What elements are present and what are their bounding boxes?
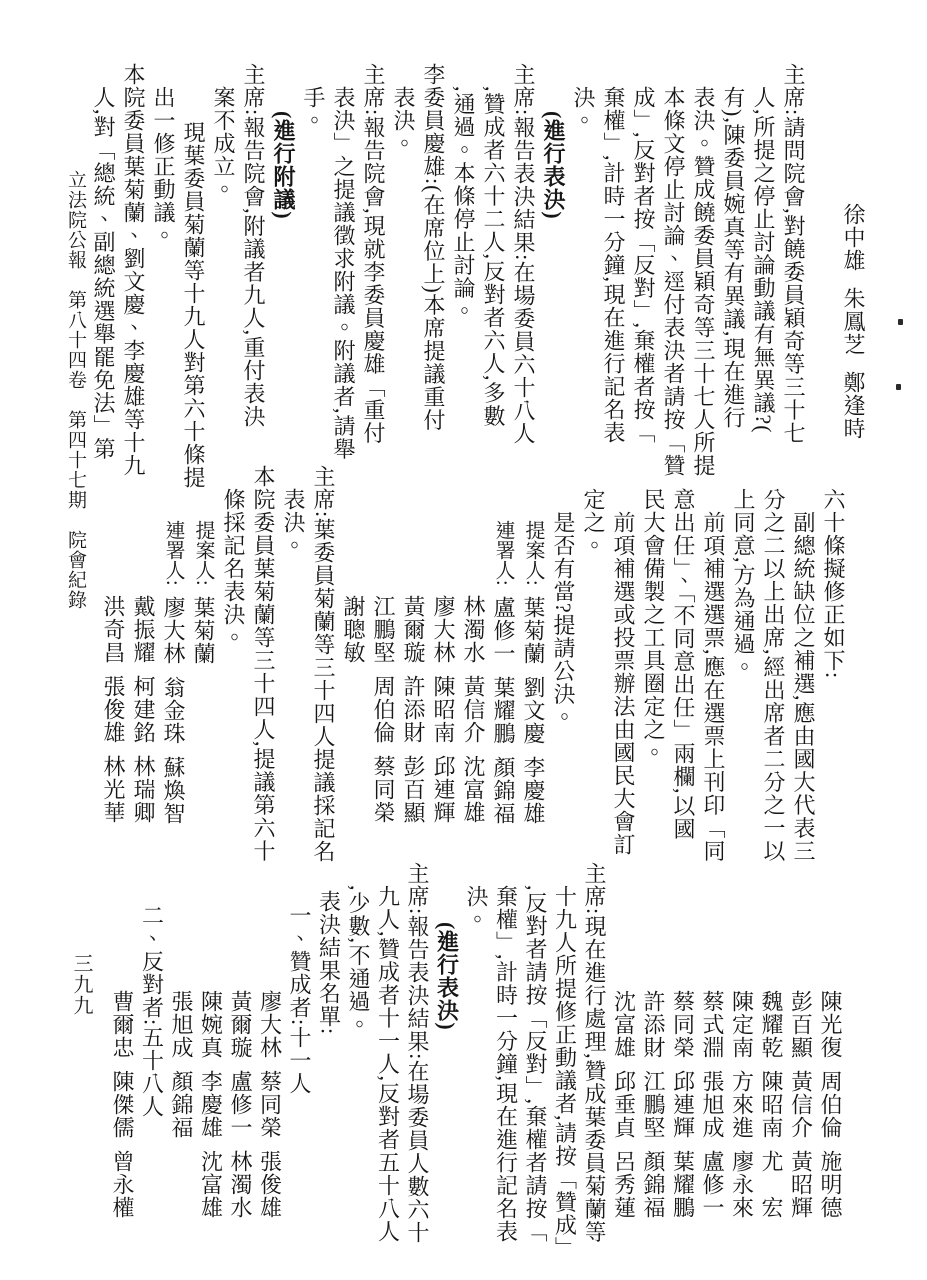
name-column — [727, 862, 757, 1280]
legislator-name: 蔡同榮 — [371, 755, 396, 824]
legislator-name: 洪奇昌 — [101, 595, 126, 664]
text-column: 副總統缺位之補選,應由國大代表三 — [791, 511, 816, 863]
text-column: 主席:葉委員菊蘭等三十四人提議採記名 — [311, 465, 336, 864]
name-column — [167, 862, 197, 1280]
list-role-label: 提案人: — [522, 520, 544, 586]
legislator-name: 謝聰敏 — [341, 595, 366, 664]
text-column: 九人,贊成者十一人,反對者五十八人 — [375, 885, 401, 1243]
text-column: 前項補選選票,應在選票上刊印「同 — [701, 511, 726, 863]
scan-speck — [896, 384, 901, 390]
name-column — [226, 862, 256, 1280]
text-column: 分之二以上出席,經出席者二分之一以 — [761, 488, 786, 863]
name-column — [128, 465, 158, 895]
legislator-name: 張俊雄 — [257, 1150, 283, 1219]
list-role-label: 連署人: — [492, 520, 514, 586]
legislator-name: 廖大林 — [161, 596, 186, 665]
legislator-name: 彭百顯 — [401, 755, 426, 824]
legislator-name: 黃爾璇 — [228, 990, 253, 1059]
text-column: 定之。 — [581, 488, 606, 557]
legislator-name: 李慶雄 — [521, 756, 546, 825]
scan-speck — [898, 319, 903, 325]
text-column: 人,所提之停止討論動議有無異議?( — [751, 86, 776, 434]
name-column — [428, 465, 458, 895]
text-column: 人,對「總統、副總統選舉罷免法」第 — [91, 86, 116, 461]
legislator-name: 魏耀乾 — [759, 990, 784, 1059]
name-column — [786, 862, 816, 1280]
name-column — [458, 465, 488, 895]
section-heading: (進行表決) — [434, 922, 460, 1031]
legislator-name: 江鵬堅 — [371, 595, 396, 664]
legislator-name: 方來進 — [729, 1070, 755, 1139]
legislator-name: 邱連輝 — [670, 1070, 696, 1139]
name-column — [255, 862, 285, 1280]
text-band-top — [88, 63, 868, 495]
legislator-name: 邱連輝 — [431, 755, 456, 824]
text-column: 決。 — [571, 86, 596, 132]
text-column: 表決。 — [391, 86, 416, 155]
legislator-name: 張旭成 — [169, 990, 194, 1059]
text-column: 李委員慶雄:(在席位上)本席提議重付 — [421, 63, 446, 432]
name-column — [838, 63, 868, 495]
text-column: 上同意,方為通過。 — [731, 488, 756, 679]
legislator-name: 江鵬堅 — [641, 1070, 666, 1139]
name-column — [668, 862, 698, 1280]
text-band-bottom — [108, 862, 846, 1280]
legislator-name: 鄭逢時 — [841, 371, 866, 440]
name-column — [518, 465, 548, 895]
legislator-name: 蘇煥智 — [161, 756, 186, 825]
name-column — [188, 465, 218, 895]
legislator-name: 張俊雄 — [101, 675, 126, 744]
text-column: 主席:請問院會,對饒委員穎奇等三十七 — [781, 63, 806, 445]
legislator-name: 葉耀鵬 — [670, 1150, 696, 1219]
name-column — [757, 862, 787, 1280]
text-column: 主席:報告院會,現就李委員慶雄「重付 — [361, 63, 386, 445]
legislator-name: 戴振耀 — [131, 595, 156, 664]
legislator-name: 蔡同榮 — [257, 1070, 283, 1139]
legislator-name: 陳昭南 — [759, 1070, 784, 1139]
legislator-name: 黃信介 — [788, 1070, 814, 1139]
text-column: 現葉委員菊蘭等十九人對第六十條提 — [181, 121, 206, 489]
legislator-name: 沈富雄 — [461, 755, 486, 824]
text-column: 棄權」,計時一分鐘,現在進行記名表 — [493, 885, 519, 1243]
name-column — [816, 862, 846, 1280]
legislator-name: 廖大林 — [431, 595, 456, 664]
text-column: ,通過。本條停止討論。 — [451, 86, 476, 323]
text-column: 有),陳委員婉真等有異議,現在進行 — [721, 86, 746, 430]
legislator-name: 陳傑儒 — [110, 1070, 135, 1139]
text-column: 成」,反對者按「反對」,棄權者按「 — [631, 86, 656, 444]
legislator-name: 呂秀蓮 — [611, 1150, 637, 1219]
text-column: 二、反對者:五十八人 — [139, 904, 165, 1119]
text-column: 本條文停止討論、逕付表決者請按「贊 — [661, 86, 686, 477]
legislator-name: 陳定南 — [729, 990, 755, 1059]
text-column: 一、贊成者:十一人 — [287, 904, 312, 1096]
legislator-name: 施明德 — [818, 1150, 843, 1219]
legislator-name: 周伯倫 — [818, 1070, 843, 1139]
name-column — [338, 465, 368, 895]
section-heading: (進行表決) — [541, 111, 566, 220]
name-column — [398, 465, 428, 895]
text-column: 表決。 — [281, 488, 306, 557]
text-column: 棄權」,計時一分鐘,現在進行記名表 — [601, 86, 626, 444]
text-column: ,反對者請按「反對」,棄權者請按「 — [523, 885, 548, 1243]
text-column: ,贊成者六十二人,反對者六人,多數 — [481, 86, 506, 428]
text-column: 手。 — [301, 86, 326, 132]
legislator-name: 顏錦福 — [169, 1070, 194, 1139]
legislator-name: 周伯倫 — [371, 675, 396, 744]
legislator-name: 徐中雄 — [841, 203, 866, 272]
name-column — [368, 465, 398, 895]
legislator-name: 陳昭南 — [431, 675, 456, 744]
text-column: 主席:現在進行處理,贊成葉委員菊蘭等 — [582, 862, 607, 1244]
legislator-name: 顏錦福 — [491, 756, 516, 825]
name-column — [108, 862, 138, 1280]
text-column: 前項補選或投票辦法由國民大會訂 — [611, 511, 636, 856]
text-column: 表決」之提議徵求附議。附議者,請舉 — [331, 86, 356, 461]
gazette-header-title: 立法院公報 第八十四卷 第四十七期 院會紀錄 — [65, 170, 86, 610]
text-column: 六十條擬修正如下: — [821, 488, 846, 680]
text-column: 案不成立。 — [211, 86, 236, 201]
legislator-name: 沈富雄 — [198, 1150, 224, 1219]
name-column — [158, 465, 188, 895]
text-column: 本院委員葉菊蘭、劉文慶、李慶雄等十九 — [121, 63, 146, 477]
legislator-name: 尤 宏 — [759, 1150, 784, 1219]
legislator-name: 黃信介 — [461, 675, 486, 744]
text-column: 表決結果名單: — [316, 890, 342, 1036]
name-column — [639, 862, 669, 1280]
name-column — [698, 862, 728, 1280]
list-role-label: 提案人: — [192, 520, 214, 586]
name-column — [98, 465, 128, 895]
legislator-name: 盧修一 — [228, 1070, 253, 1139]
text-column: 條採記名表決。 — [221, 488, 246, 649]
legislator-name: 李慶雄 — [198, 1070, 224, 1139]
legislator-name: 朱鳳芝 — [841, 287, 866, 356]
text-band-middle — [98, 465, 848, 895]
text-column: 決。 — [464, 885, 489, 931]
text-column: 出一修正動議。 — [151, 86, 176, 247]
legislator-name: 蔡同榮 — [670, 990, 696, 1059]
legislator-name: 許添財 — [641, 990, 666, 1059]
page-number: 三九九 — [70, 953, 92, 1016]
text-column: 十九人所提修正動議者,請按「贊成」 — [552, 885, 578, 1260]
legislator-name: 廖大林 — [257, 990, 283, 1059]
legislator-name: 曾永權 — [110, 1150, 135, 1219]
section-heading: (進行附議) — [271, 111, 296, 220]
text-column: 民大會備製之工具圈定之。 — [641, 488, 666, 764]
legislator-name: 顏錦福 — [641, 1150, 666, 1219]
legislator-name: 葉菊蘭 — [191, 596, 216, 665]
list-role-label: 連署人: — [162, 520, 184, 586]
text-column: 主席:報告表決結果:在場委員六十八人 — [511, 63, 536, 446]
name-column — [196, 862, 226, 1280]
name-column — [609, 862, 639, 1280]
name-column — [488, 465, 518, 895]
legislator-name: 林濁水 — [461, 595, 486, 664]
legislator-name: 陳婉真 — [198, 990, 224, 1059]
legislator-name: 葉耀鵬 — [491, 676, 516, 745]
legislator-name: 陳光復 — [818, 990, 843, 1059]
text-column: 表決。贊成饒委員穎奇等三十七人所提 — [691, 86, 716, 477]
legislator-name: 林光華 — [101, 755, 126, 824]
legislator-name: 黃昭輝 — [788, 1150, 814, 1219]
legislator-name: 柯建銘 — [131, 675, 156, 744]
legislator-name: 曹爾忠 — [110, 990, 135, 1059]
legislator-name: 沈富雄 — [611, 990, 637, 1059]
text-column: 本院委員葉菊蘭等三十四人,提議第六十 — [251, 465, 276, 863]
legislator-name: 許添財 — [401, 675, 426, 744]
text-column: ,少數,不通過。 — [346, 885, 371, 1036]
legislator-name: 廖永來 — [729, 1150, 755, 1219]
legislator-name: 翁金珠 — [161, 676, 186, 745]
legislator-name: 張旭成 — [700, 1070, 725, 1139]
text-column: 是否有當?提請公決。 — [551, 511, 576, 729]
legislator-name: 彭百顯 — [788, 990, 814, 1059]
text-column: 主席:報告院會,附議者九人,重付表決 — [241, 63, 266, 429]
text-column: 主席:報告表決結果:在場委員人數六十 — [405, 862, 430, 1245]
legislator-name: 盧修一 — [491, 596, 516, 665]
legislator-name: 林濁水 — [228, 1150, 253, 1219]
legislator-name: 黃爾璇 — [401, 595, 426, 664]
text-column: 意出任」、「不同意出任」兩欄,以國 — [671, 488, 696, 841]
legislator-name: 盧修一 — [700, 1150, 725, 1219]
legislator-name: 劉文慶 — [521, 676, 546, 745]
legislator-name: 葉菊蘭 — [521, 596, 546, 665]
legislator-name: 林瑞卿 — [131, 755, 156, 824]
legislator-name: 邱垂貞 — [611, 1070, 637, 1139]
spacer-column — [808, 63, 838, 495]
legislator-name: 蔡式淵 — [700, 990, 725, 1059]
